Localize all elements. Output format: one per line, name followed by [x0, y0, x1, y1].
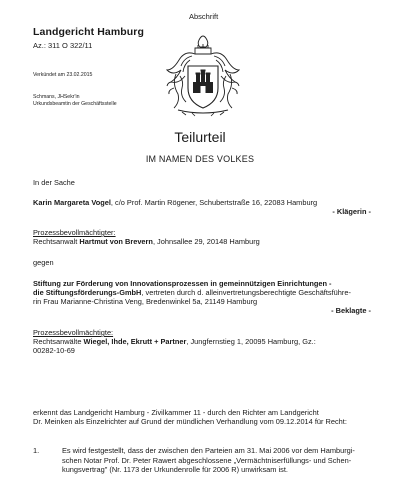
ruling-item-1: [62, 446, 371, 475]
item-number: 1.: [33, 446, 40, 455]
ruling-item-1-line-1: Es wird festgestellt, dass der zwischen den Parteien am 31. Mai 2006 vor dem Hamburgi-: [62, 446, 355, 455]
defendant-short-name: die Stiftungsförderungs-GmbH: [33, 288, 142, 297]
ruling-item-1-line-3: kungsvertrag" (Nr. 1173 der Urkundenrolle für 2006 R) unwirksam ist.: [62, 465, 288, 475]
counsel-plaintiff-address: , Johnsallee 29, 20148 Hamburg: [152, 237, 260, 246]
counsel-plaintiff-prefix: Rechtsanwalt: [33, 237, 80, 246]
clerk-name: Schmans, JHSekr'in: [33, 94, 80, 100]
clerk-title: Urkundsbeamtin der Geschäftsstelle: [33, 101, 117, 107]
counsel-label-plaintiff: Prozessbevollmächtigter:: [33, 228, 116, 237]
judgment-type: Teilurteil: [174, 129, 226, 145]
ruling-intro-line-2: Dr. Meinken als Einzelrichter auf Grund der mündlichen Verhandlung vom 09.12.2014 für Recht:: [33, 417, 347, 426]
plaintiff-role: - Klägerin -: [332, 207, 371, 216]
in-der-sache: In der Sache: [33, 178, 75, 187]
clerk-block: [33, 94, 117, 108]
defendant-line-1: Stiftung zur Förderung von Innovationsprozessen in gemeinnützigen Einrichtungen -: [33, 279, 332, 288]
ruling-intro-line-1: erkennt das Landgericht Hamburg - Zivilkammer 11 - durch den Richter am Landgericht: [33, 408, 319, 417]
counsel-plaintiff-name: Hartmut von Brevern: [79, 237, 153, 246]
pronounced-date: Verkündet am 23.02.2015: [33, 72, 93, 78]
copy-mark: Abschrift: [189, 12, 219, 21]
defendant-role: - Beklagte -: [331, 306, 371, 315]
formula-heading: IM NAMEN DES VOLKES: [145, 154, 255, 164]
counsel-defendant-prefix: Rechtsanwälte: [33, 337, 84, 346]
defendant-line-3: rin Frau Marianne-Christina Veng, Bredenwinkel 5a, 21149 Hamburg: [33, 297, 258, 306]
plaintiff-address: , c/o Prof. Martin Rögener, Schubertstraße 16, 22083 Hamburg: [110, 198, 318, 207]
counsel-defendant-reference: 00282-10-69: [33, 346, 75, 355]
counsel-label-defendant: Prozessbevollmächtigte:: [33, 328, 114, 337]
hamburg-coat-of-arms-icon: [162, 30, 244, 118]
court-name: Landgericht Hamburg: [33, 26, 144, 38]
counsel-plaintiff: [33, 237, 371, 247]
gegen: gegen: [33, 258, 54, 267]
ruling-item-1-line-2: schen Notar Prof. Dr. Peter Rawert abgeschlossene „Vermächtniserfüllungs- und Schen-: [62, 455, 352, 465]
counsel-defendant-name: Wiegel, Ihde, Ekrutt + Partner: [83, 337, 187, 346]
case-number: Az.: 311 O 322/11: [33, 41, 93, 50]
plaintiff-name: Karin Margareta Vogel: [33, 198, 111, 207]
defendant-representation: , vertreten durch d. alleinvertretungsberechtigte Geschäftsführe-: [141, 288, 351, 297]
counsel-defendant-address: , Jungfernstieg 1, 20095 Hamburg, Gz.:: [186, 337, 316, 346]
